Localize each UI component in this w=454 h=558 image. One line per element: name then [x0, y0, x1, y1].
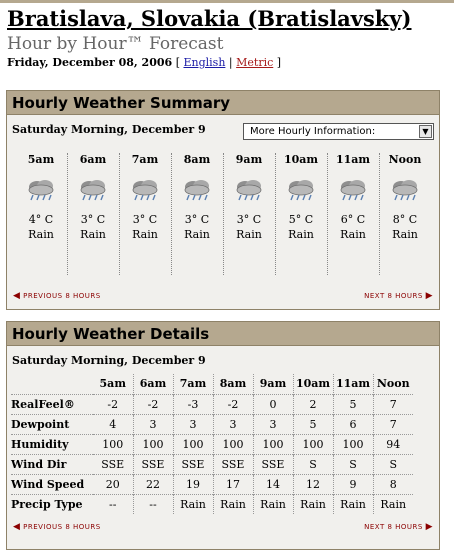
next-hours-label: NEXT 8 HOURS [364, 292, 423, 300]
details-cell: 3 [133, 414, 173, 434]
rain-cloud-icon [15, 177, 67, 207]
dropdown-value: More Hourly Information: [250, 126, 376, 137]
column-divider [379, 153, 380, 275]
page-subtitle: Hour by Hour™ Forecast [7, 34, 224, 54]
details-cell: Rain [213, 494, 253, 514]
details-previous-hours-link[interactable] [13, 522, 101, 532]
details-cell: SSE [173, 454, 213, 474]
hour-temperature: 4° C [28, 213, 54, 226]
details-cell: 22 [133, 474, 173, 494]
details-row-label: Wind Speed [11, 474, 93, 494]
details-cell: 100 [253, 434, 293, 454]
details-cell: S [373, 454, 413, 474]
hour-label: Noon [388, 153, 422, 166]
column-divider [327, 153, 328, 275]
details-period: Saturday Morning, December 9 [12, 354, 206, 367]
rain-cloud-icon [379, 177, 431, 207]
hourly-summary-panel [6, 90, 440, 310]
details-cell: -2 [213, 394, 253, 414]
rain-cloud-icon [67, 177, 119, 207]
column-divider [223, 153, 224, 275]
bracket-open: [ [175, 56, 180, 69]
details-cell: -3 [173, 394, 213, 414]
details-cell: 8 [373, 474, 413, 494]
date-line [7, 56, 281, 69]
details-cell: 3 [173, 414, 213, 434]
hour-column [15, 153, 67, 241]
details-cell: S [333, 454, 373, 474]
column-divider [67, 153, 68, 275]
page-title: Bratislava, Slovakia (Bratislavsky) [7, 6, 412, 31]
triangle-right-icon: ▶ [425, 291, 433, 301]
details-previous-hours-label: PREVIOUS 8 HOURS [23, 523, 101, 531]
hourly-forecast-row [15, 153, 431, 273]
hour-label: 10am [283, 153, 319, 166]
details-cell: 0 [253, 394, 293, 414]
details-cell: 100 [93, 434, 133, 454]
details-hour-header: 10am [293, 374, 333, 394]
details-row [11, 454, 413, 474]
details-row-label: Humidity [11, 434, 93, 454]
details-corner-cell [11, 374, 93, 394]
details-cell: 7 [373, 394, 413, 414]
hour-column [119, 153, 171, 241]
details-cell: Rain [293, 494, 333, 514]
hourly-details-panel [6, 321, 440, 550]
details-cell: 19 [173, 474, 213, 494]
hour-column [171, 153, 223, 241]
details-row-label: Dewpoint [11, 414, 93, 434]
more-hourly-info-dropdown[interactable] [243, 123, 434, 140]
rain-cloud-icon [119, 177, 171, 207]
details-hour-header: 6am [133, 374, 173, 394]
rain-cloud-icon [171, 177, 223, 207]
details-cell: Rain [333, 494, 373, 514]
details-cell: 20 [93, 474, 133, 494]
previous-hours-link[interactable] [13, 291, 101, 301]
english-link[interactable]: English [183, 56, 226, 69]
forecast-date: Friday, December 08, 2006 [7, 56, 173, 69]
hour-label: 7am [131, 153, 159, 166]
chevron-down-icon[interactable]: ▼ [419, 125, 432, 138]
details-hour-header: 7am [173, 374, 213, 394]
hour-label: 5am [27, 153, 55, 166]
next-hours-link[interactable] [364, 291, 433, 301]
hour-column [379, 153, 431, 241]
details-cell: 100 [293, 434, 333, 454]
details-cell: Rain [173, 494, 213, 514]
hour-label: 9am [235, 153, 263, 166]
hour-label: 11am [335, 153, 371, 166]
details-cell: 5 [333, 394, 373, 414]
previous-hours-label: PREVIOUS 8 HOURS [23, 292, 101, 300]
column-divider [275, 153, 276, 275]
hour-temperature: 3° C [80, 213, 106, 226]
hour-temperature: 3° C [184, 213, 210, 226]
details-hour-header: 11am [333, 374, 373, 394]
details-hour-header: 8am [213, 374, 253, 394]
triangle-left-icon: ◀ [13, 522, 21, 532]
hour-temperature: 8° C [392, 213, 418, 226]
details-cell: Rain [373, 494, 413, 514]
details-heading: Hourly Weather Details [7, 322, 439, 346]
rain-cloud-icon [223, 177, 275, 207]
details-row [11, 474, 413, 494]
details-cell: 7 [373, 414, 413, 434]
triangle-left-icon: ◀ [13, 291, 21, 301]
details-cell: 4 [93, 414, 133, 434]
hour-column [67, 153, 119, 241]
details-cell: SSE [213, 454, 253, 474]
hour-condition: Rain [236, 228, 262, 241]
top-border [0, 0, 454, 3]
details-cell: SSE [93, 454, 133, 474]
details-cell: 6 [333, 414, 373, 434]
hour-condition: Rain [392, 228, 418, 241]
details-cell: 94 [373, 434, 413, 454]
details-hour-header: 9am [253, 374, 293, 394]
details-cell: -- [93, 494, 133, 514]
details-cell: 5 [293, 414, 333, 434]
summary-heading: Hourly Weather Summary [7, 91, 439, 115]
details-cell: 12 [293, 474, 333, 494]
details-cell: Rain [253, 494, 293, 514]
details-row-label: Wind Dir [11, 454, 93, 474]
details-next-hours-link[interactable] [364, 522, 433, 532]
hour-temperature: 6° C [340, 213, 366, 226]
details-cell: 9 [333, 474, 373, 494]
details-next-hours-label: NEXT 8 HOURS [364, 523, 423, 531]
details-hour-header: 5am [99, 377, 126, 391]
column-divider [171, 153, 172, 275]
details-row-label: RealFeel® [11, 394, 93, 414]
hour-column [275, 153, 327, 241]
details-cell: -- [133, 494, 173, 514]
details-cell: 100 [333, 434, 373, 454]
hour-temperature: 3° C [132, 213, 158, 226]
hour-temperature: 3° C [236, 213, 262, 226]
details-cell: SSE [253, 454, 293, 474]
details-hour-header: Noon [373, 374, 413, 394]
details-cell: S [293, 454, 333, 474]
details-cell: 100 [133, 434, 173, 454]
hour-condition: Rain [80, 228, 106, 241]
details-cell: -2 [93, 394, 133, 414]
hour-label: 8am [183, 153, 211, 166]
column-divider [119, 153, 120, 275]
hour-condition: Rain [340, 228, 366, 241]
details-cell: 3 [213, 414, 253, 434]
hour-temperature: 5° C [288, 213, 314, 226]
hour-column [327, 153, 379, 241]
bracket-close: ] [276, 56, 282, 69]
details-cell: 100 [213, 434, 253, 454]
details-row [11, 494, 413, 514]
details-cell: 14 [253, 474, 293, 494]
rain-cloud-icon [327, 177, 379, 207]
details-cell: 3 [253, 414, 293, 434]
details-row [11, 394, 413, 414]
details-row-label: Precip Type [11, 494, 93, 514]
details-table [11, 374, 413, 514]
details-cell: 100 [173, 434, 213, 454]
hour-condition: Rain [184, 228, 210, 241]
details-cell: -2 [133, 394, 173, 414]
metric-link[interactable]: Metric [236, 56, 274, 69]
details-row [11, 434, 413, 454]
hour-condition: Rain [28, 228, 54, 241]
hour-label: 6am [79, 153, 107, 166]
details-cell: 2 [293, 394, 333, 414]
summary-period: Saturday Morning, December 9 [12, 123, 206, 136]
hour-column [223, 153, 275, 241]
triangle-right-icon: ▶ [425, 522, 433, 532]
details-cell: SSE [133, 454, 173, 474]
details-row [11, 414, 413, 434]
hour-condition: Rain [132, 228, 158, 241]
hour-condition: Rain [288, 228, 314, 241]
details-cell: 17 [213, 474, 253, 494]
rain-cloud-icon [275, 177, 327, 207]
bracket-separator: | [228, 56, 233, 69]
